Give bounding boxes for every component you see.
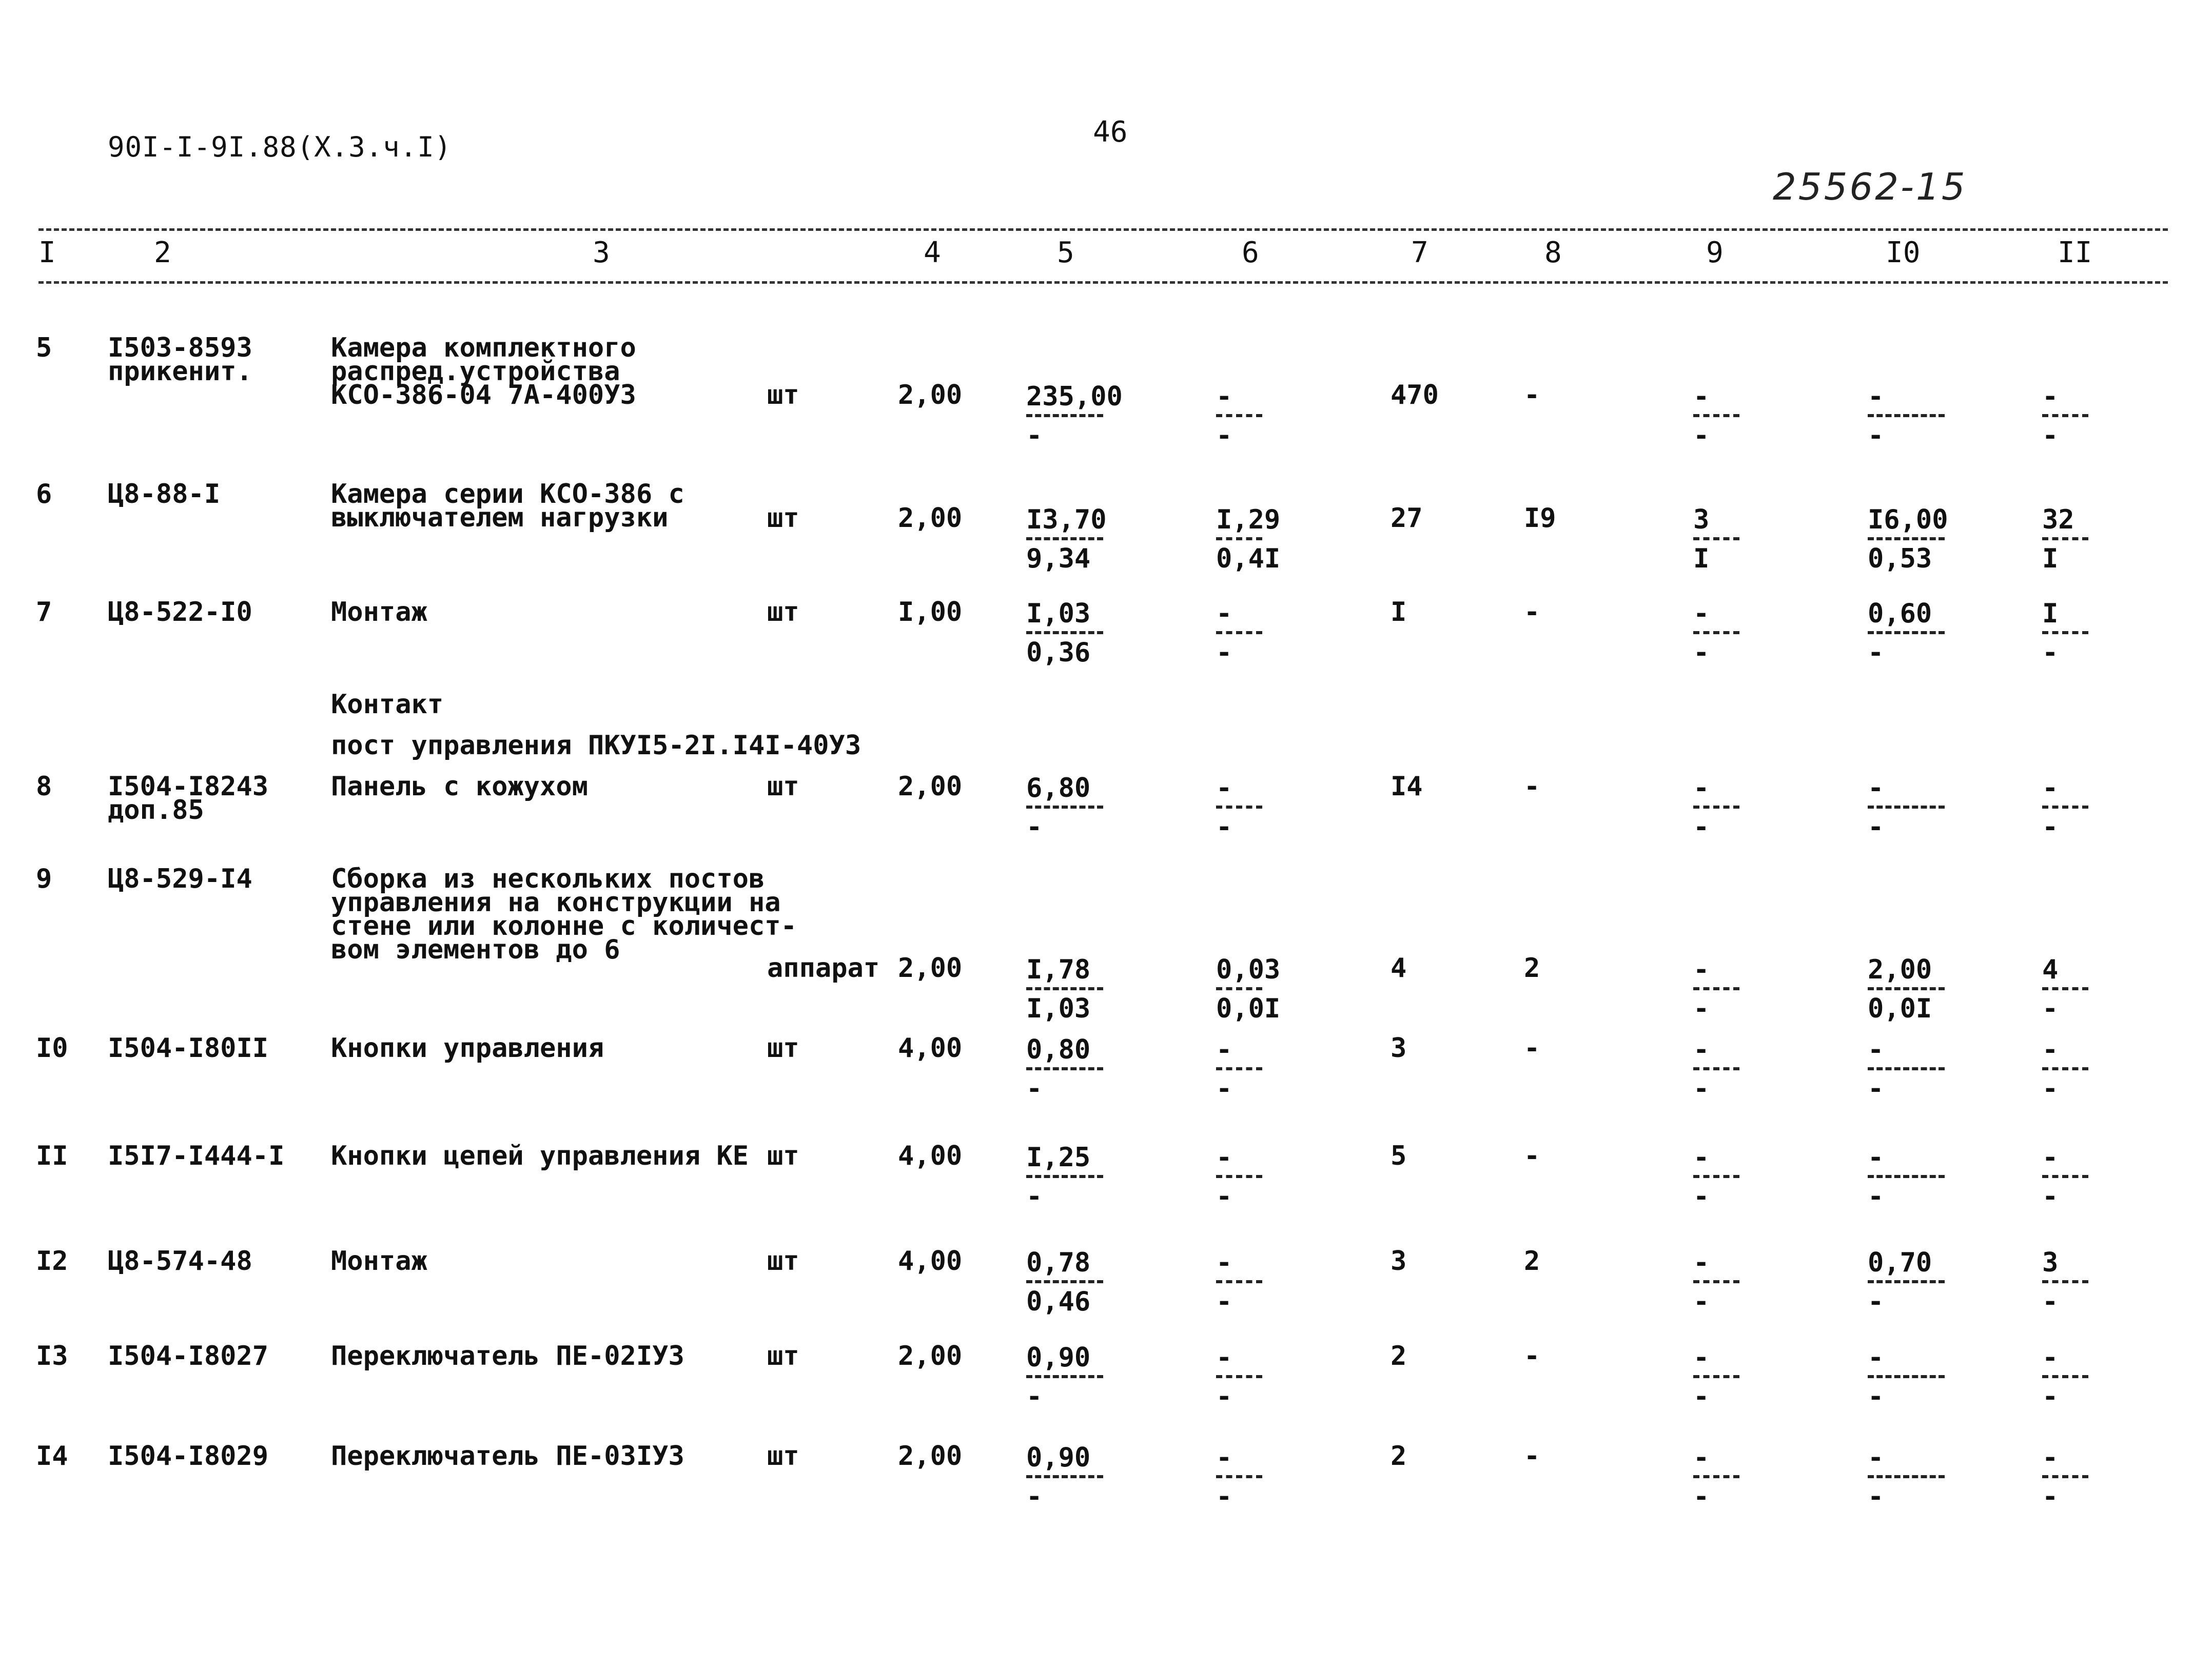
col10-value	[1868, 383, 1945, 449]
col5-value-bottom: -	[1026, 1381, 1043, 1412]
col11-value	[2042, 1444, 2088, 1510]
col8-value: -	[1524, 771, 1540, 802]
col5-value-bar	[1026, 631, 1103, 634]
row-number: 6	[36, 479, 52, 509]
column-header-6: 6	[1242, 236, 1259, 269]
col10-value-top: -	[1868, 1342, 1884, 1373]
col6-value	[1216, 1344, 1262, 1410]
unit: шт	[767, 380, 799, 410]
col9-value	[1693, 600, 1739, 666]
col11-value-top: -	[2042, 381, 2059, 412]
col5-value-bar	[1026, 1475, 1103, 1478]
col5-value	[1026, 775, 1103, 840]
col6-value	[1216, 1444, 1262, 1510]
col11-value-top: 4	[2042, 954, 2059, 985]
col5-value-bottom: -	[1026, 1073, 1043, 1104]
col11-value-bar	[2042, 414, 2088, 417]
col6-value-top: -	[1216, 381, 1232, 412]
col7-value: 27	[1391, 503, 1423, 534]
col5-value-top: 235,00	[1026, 381, 1123, 412]
col9-value	[1693, 1249, 1739, 1315]
col5-value-bottom: 0,46	[1026, 1286, 1091, 1317]
col6-value-bar	[1216, 1375, 1262, 1378]
col5-value	[1026, 1344, 1103, 1410]
quantity: 2,00	[898, 1341, 963, 1371]
column-header-7: 7	[1411, 236, 1428, 269]
col6-value	[1216, 383, 1262, 449]
col6-value-bottom: -	[1216, 1481, 1232, 1512]
col9-value-bottom: -	[1693, 1073, 1710, 1104]
col6-value-top: -	[1216, 598, 1232, 629]
col10-value-top: -	[1868, 773, 1884, 803]
col6-value	[1216, 956, 1280, 1022]
col11-value-bottom: -	[2042, 1381, 2059, 1412]
col7-value: I	[1391, 597, 1407, 628]
unit: шт	[767, 1033, 799, 1064]
col6-value-bottom: -	[1216, 1381, 1232, 1412]
column-header-4: 4	[924, 236, 941, 269]
col5-value-bottom: 9,34	[1026, 543, 1091, 574]
col10-value-bottom: -	[1868, 1481, 1884, 1512]
col10-value-bar	[1868, 1067, 1945, 1070]
col6-value-bar	[1216, 1280, 1262, 1283]
col5-value-top: 0,78	[1026, 1247, 1091, 1278]
col10-value-bottom: -	[1868, 812, 1884, 842]
item-name: Переключатель ПЕ-02IУЗ	[331, 1341, 684, 1371]
item-name: Камера серии КСО-386 с выключателем нагрузки	[331, 479, 684, 533]
col9-value-top: 3	[1693, 504, 1710, 535]
column-header-9: 9	[1706, 236, 1724, 269]
col11-value-bar	[2042, 806, 2088, 809]
col9-value-bottom: -	[1693, 1181, 1710, 1212]
col9-value-bottom: -	[1693, 637, 1710, 668]
col8-value: -	[1524, 597, 1540, 628]
col10-value-bar	[1868, 1280, 1945, 1283]
item-code: I504-I8029	[108, 1441, 269, 1472]
item-code: I504-I80II	[108, 1033, 269, 1064]
col10-value-bar	[1868, 414, 1945, 417]
col9-value-bottom: -	[1693, 1381, 1710, 1412]
unit: шт	[767, 597, 799, 628]
col6-value	[1216, 1036, 1262, 1102]
col5-value	[1026, 1036, 1103, 1102]
item-code: Ц8-574-48	[108, 1246, 252, 1277]
col11-value-bottom: -	[2042, 993, 2059, 1024]
col10-value-bar	[1868, 537, 1945, 540]
col9-value	[1693, 1344, 1739, 1410]
col6-value-bottom: 0,0I	[1216, 993, 1281, 1024]
col9-value	[1693, 1036, 1739, 1102]
row-number: II	[36, 1141, 68, 1171]
col5-value	[1026, 1249, 1103, 1315]
col7-value: 4	[1391, 953, 1407, 984]
col5-value-bottom: -	[1026, 420, 1043, 451]
quantity: 2,00	[898, 771, 963, 802]
col6-value-bar	[1216, 631, 1262, 634]
col7-value: 470	[1391, 380, 1439, 410]
col6-value	[1216, 1249, 1262, 1315]
col9-value	[1693, 775, 1739, 840]
col11-value-bottom: -	[2042, 1073, 2059, 1104]
col9-value	[1693, 506, 1739, 572]
item-code: Ц8-88-I	[108, 479, 221, 509]
col5-value-top: 0,90	[1026, 1442, 1091, 1473]
col10-value	[1868, 506, 1948, 572]
col11-value-top: -	[2042, 1142, 2059, 1173]
col6-value	[1216, 1144, 1262, 1210]
col5-value	[1026, 600, 1103, 666]
unit: шт	[767, 1341, 799, 1371]
col6-value-top: -	[1216, 1342, 1232, 1373]
col7-value: 3	[1391, 1246, 1407, 1277]
col8-value: -	[1524, 1341, 1540, 1371]
col10-value-top: -	[1868, 381, 1884, 412]
col5-value-top: I,78	[1026, 954, 1091, 985]
col6-value	[1216, 600, 1262, 666]
item-name: Монтаж	[331, 1246, 427, 1277]
col8-value: 2	[1524, 953, 1540, 984]
item-name: Кнопки цепей управления КЕ	[331, 1141, 749, 1171]
col6-value-bottom: -	[1216, 1073, 1232, 1104]
col5-value-bar	[1026, 414, 1103, 417]
col10-value	[1868, 1036, 1945, 1102]
col11-value-top: I	[2042, 598, 2059, 629]
col7-value: I4	[1391, 771, 1423, 802]
col6-value-bottom: -	[1216, 812, 1232, 842]
col5-value-bar	[1026, 1175, 1103, 1178]
section-subtitle: пост управления ПКУI5-2I.I4I-40УЗ	[331, 730, 862, 761]
col7-value: 3	[1391, 1033, 1407, 1064]
col6-value-bar	[1216, 414, 1262, 417]
col11-value-bar	[2042, 537, 2088, 540]
col9-value-bar	[1693, 1375, 1739, 1378]
col5-value	[1026, 1144, 1103, 1210]
col11-value	[2042, 775, 2088, 840]
quantity: 2,00	[898, 953, 963, 984]
col9-value	[1693, 1444, 1739, 1510]
col11-value	[2042, 506, 2088, 572]
col11-value-top: 32	[2042, 504, 2074, 535]
col11-value	[2042, 600, 2088, 666]
row-number: I3	[36, 1341, 68, 1371]
col9-value	[1693, 956, 1739, 1022]
column-header-5: 5	[1057, 236, 1074, 269]
col5-value-bar	[1026, 1280, 1103, 1283]
col6-value	[1216, 506, 1280, 572]
col6-value	[1216, 775, 1262, 840]
item-name: Панель с кожухом	[331, 771, 588, 802]
col10-value-top: -	[1868, 1142, 1884, 1173]
col6-value-bar	[1216, 1475, 1262, 1478]
col10-value-top: I6,00	[1868, 504, 1948, 535]
item-name: Сборка из нескольких постов управления на конструкции на стене или колонне с количест- вом элементов до 6	[331, 864, 797, 965]
quantity: 2,00	[898, 503, 963, 534]
col5-value-top: 0,80	[1026, 1034, 1091, 1065]
column-header-3: 3	[593, 236, 610, 269]
column-header-11: II	[2058, 236, 2092, 269]
col10-value	[1868, 956, 1945, 1022]
col11-value-bottom: -	[2042, 1481, 2059, 1512]
col7-value: 2	[1391, 1341, 1407, 1371]
col6-value-top: -	[1216, 773, 1232, 803]
col6-value-bottom: -	[1216, 1286, 1232, 1317]
item-code: I5I7-I444-I	[108, 1141, 285, 1171]
col9-value-top: -	[1693, 1442, 1710, 1473]
col9-value-top: -	[1693, 1247, 1710, 1278]
col11-value-bar	[2042, 1067, 2088, 1070]
unit: шт	[767, 1141, 799, 1171]
row-number: I4	[36, 1441, 68, 1472]
col10-value-bar	[1868, 1375, 1945, 1378]
col9-value-top: -	[1693, 598, 1710, 629]
col5-value-bottom: -	[1026, 1181, 1043, 1212]
col11-value-top: -	[2042, 1342, 2059, 1373]
col10-value-bar	[1868, 806, 1945, 809]
col9-value-bar	[1693, 1280, 1739, 1283]
col9-value-bar	[1693, 537, 1739, 540]
col9-value-bar	[1693, 414, 1739, 417]
column-header-1: I	[38, 236, 56, 269]
col6-value-bottom: -	[1216, 1181, 1232, 1212]
col11-value-top: -	[2042, 1034, 2059, 1065]
row-number: I2	[36, 1246, 68, 1277]
item-name: Переключатель ПЕ-03IУЗ	[331, 1441, 684, 1472]
col6-value-bottom: 0,4I	[1216, 543, 1281, 574]
column-header-8: 8	[1544, 236, 1562, 269]
header-rule-top	[38, 228, 2168, 231]
col10-value-bottom: -	[1868, 1381, 1884, 1412]
col5-value	[1026, 956, 1103, 1022]
unit: шт	[767, 503, 799, 534]
item-code: I504-I8243 доп.85	[108, 771, 269, 826]
col8-value: -	[1524, 1441, 1540, 1472]
col10-value	[1868, 775, 1945, 840]
col6-value-top: -	[1216, 1142, 1232, 1173]
col5-value-bar	[1026, 806, 1103, 809]
col9-value-top: -	[1693, 773, 1710, 803]
col10-value-bottom: -	[1868, 1286, 1884, 1317]
col5-value-top: 0,90	[1026, 1342, 1091, 1373]
section-title: Контакт	[331, 689, 444, 720]
col10-value-bar	[1868, 987, 1945, 990]
col9-value-top: -	[1693, 1034, 1710, 1065]
quantity: 4,00	[898, 1033, 963, 1064]
col9-value-bottom: I	[1693, 543, 1710, 574]
item-name: Кнопки управления	[331, 1033, 604, 1064]
col6-value-top: -	[1216, 1034, 1232, 1065]
col11-value-bar	[2042, 1175, 2088, 1178]
column-header-10: I0	[1886, 236, 1921, 269]
quantity: I,00	[898, 597, 963, 628]
col11-value	[2042, 1344, 2088, 1410]
page-number: 46	[1093, 115, 1128, 149]
quantity: 2,00	[898, 380, 963, 410]
col9-value-bottom: -	[1693, 1481, 1710, 1512]
col10-value-bottom: 0,53	[1868, 543, 1932, 574]
col11-value	[2042, 1249, 2088, 1315]
item-code: I504-I8027	[108, 1341, 269, 1371]
col5-value-bottom: I,03	[1026, 993, 1091, 1024]
col6-value-top: -	[1216, 1442, 1232, 1473]
col6-value-bar	[1216, 987, 1262, 990]
col11-value	[2042, 383, 2088, 449]
row-number: 7	[36, 597, 52, 628]
col10-value	[1868, 1144, 1945, 1210]
col6-value-top: -	[1216, 1247, 1232, 1278]
col10-value	[1868, 600, 1945, 666]
col5-value-bottom: -	[1026, 812, 1043, 842]
col9-value-top: -	[1693, 381, 1710, 412]
col5-value-bottom: 0,36	[1026, 637, 1091, 668]
col9-value-bar	[1693, 1067, 1739, 1070]
col10-value-top: 0,60	[1868, 598, 1932, 629]
col9-value-bar	[1693, 1475, 1739, 1478]
col10-value-bottom: -	[1868, 1073, 1884, 1104]
header-rule-bottom	[38, 281, 2168, 284]
col9-value-top: -	[1693, 954, 1710, 985]
quantity: 4,00	[898, 1246, 963, 1277]
row-number: 9	[36, 864, 52, 894]
col10-value-top: -	[1868, 1442, 1884, 1473]
unit: шт	[767, 771, 799, 802]
col11-value-bottom: -	[2042, 637, 2059, 668]
col10-value	[1868, 1249, 1945, 1315]
row-number: 8	[36, 771, 52, 802]
col5-value-bar	[1026, 537, 1103, 540]
col11-value-bar	[2042, 631, 2088, 634]
col11-value-bar	[2042, 1475, 2088, 1478]
col5-value	[1026, 383, 1123, 449]
col11-value-bar	[2042, 987, 2088, 990]
row-number: 5	[36, 332, 52, 363]
quantity: 2,00	[898, 1441, 963, 1472]
col11-value-bar	[2042, 1280, 2088, 1283]
col9-value-bottom: -	[1693, 812, 1710, 842]
col5-value	[1026, 506, 1107, 572]
col11-value-top: 3	[2042, 1247, 2059, 1278]
col7-value: 2	[1391, 1441, 1407, 1472]
col9-value	[1693, 383, 1739, 449]
col6-value-bottom: -	[1216, 420, 1232, 451]
col11-value-bottom: I	[2042, 543, 2059, 574]
col10-value-top: 0,70	[1868, 1247, 1932, 1278]
col8-value: 2	[1524, 1246, 1540, 1277]
col10-value	[1868, 1444, 1945, 1510]
item-name: Камера комплектного распред.устройства КСО-386-04 7А-400УЗ	[331, 332, 636, 410]
col10-value-bottom: 0,0I	[1868, 993, 1932, 1024]
col10-value-bottom: -	[1868, 637, 1884, 668]
unit: шт	[767, 1246, 799, 1277]
col10-value-bottom: -	[1868, 420, 1884, 451]
col10-value-top: 2,00	[1868, 954, 1932, 985]
col6-value-top: I,29	[1216, 504, 1281, 535]
col5-value-top: I3,70	[1026, 504, 1107, 535]
item-code: Ц8-529-I4	[108, 864, 252, 894]
col8-value: -	[1524, 380, 1540, 410]
col11-value-top: -	[2042, 773, 2059, 803]
col9-value-bar	[1693, 806, 1739, 809]
col5-value-bottom: -	[1026, 1481, 1043, 1512]
col5-value	[1026, 1444, 1103, 1510]
item-name: Монтаж	[331, 597, 427, 628]
col6-value-bar	[1216, 806, 1262, 809]
col11-value-bottom: -	[2042, 812, 2059, 842]
col10-value	[1868, 1344, 1945, 1410]
col11-value-bottom: -	[2042, 420, 2059, 451]
col11-value-top: -	[2042, 1442, 2059, 1473]
col9-value-bottom: -	[1693, 1286, 1710, 1317]
col7-value: 5	[1391, 1141, 1407, 1171]
col6-value-bottom: -	[1216, 637, 1232, 668]
col6-value-top: 0,03	[1216, 954, 1281, 985]
col9-value-top: -	[1693, 1342, 1710, 1373]
document-code: 90I-I-9I.88(X.3.ч.I)	[108, 131, 452, 163]
col11-value-bar	[2042, 1375, 2088, 1378]
col11-value	[2042, 956, 2088, 1022]
col10-value-bar	[1868, 1475, 1945, 1478]
col5-value-top: I,03	[1026, 598, 1091, 629]
col11-value-bottom: -	[2042, 1181, 2059, 1212]
col11-value-bottom: -	[2042, 1286, 2059, 1317]
col11-value	[2042, 1036, 2088, 1102]
col10-value-top: -	[1868, 1034, 1884, 1065]
item-code: I503-8593 прикенит.	[108, 332, 252, 387]
col8-value: -	[1524, 1141, 1540, 1171]
col5-value-bar	[1026, 1067, 1103, 1070]
col5-value-bar	[1026, 987, 1103, 990]
col8-value: -	[1524, 1033, 1540, 1064]
quantity: 4,00	[898, 1141, 963, 1171]
col11-value	[2042, 1144, 2088, 1210]
col10-value-bar	[1868, 631, 1945, 634]
col10-value-bar	[1868, 1175, 1945, 1178]
col6-value-bar	[1216, 1067, 1262, 1070]
col9-value-bar	[1693, 987, 1739, 990]
col6-value-bar	[1216, 1175, 1262, 1178]
unit: шт	[767, 1441, 799, 1472]
unit: аппарат	[767, 953, 880, 984]
col5-value-top: I,25	[1026, 1142, 1091, 1173]
item-code: Ц8-522-I0	[108, 597, 252, 628]
col9-value-bar	[1693, 631, 1739, 634]
col5-value-top: 6,80	[1026, 773, 1091, 803]
col10-value-bottom: -	[1868, 1181, 1884, 1212]
col6-value-bar	[1216, 537, 1262, 540]
col9-value-bar	[1693, 1175, 1739, 1178]
col9-value-top: -	[1693, 1142, 1710, 1173]
column-header-2: 2	[154, 236, 171, 269]
col5-value-bar	[1026, 1375, 1103, 1378]
col9-value-bottom: -	[1693, 420, 1710, 451]
col9-value-bottom: -	[1693, 993, 1710, 1024]
col9-value	[1693, 1144, 1739, 1210]
col8-value: I9	[1524, 503, 1556, 534]
row-number: I0	[36, 1033, 68, 1064]
sheet-number: 25562-15	[1773, 165, 1967, 208]
